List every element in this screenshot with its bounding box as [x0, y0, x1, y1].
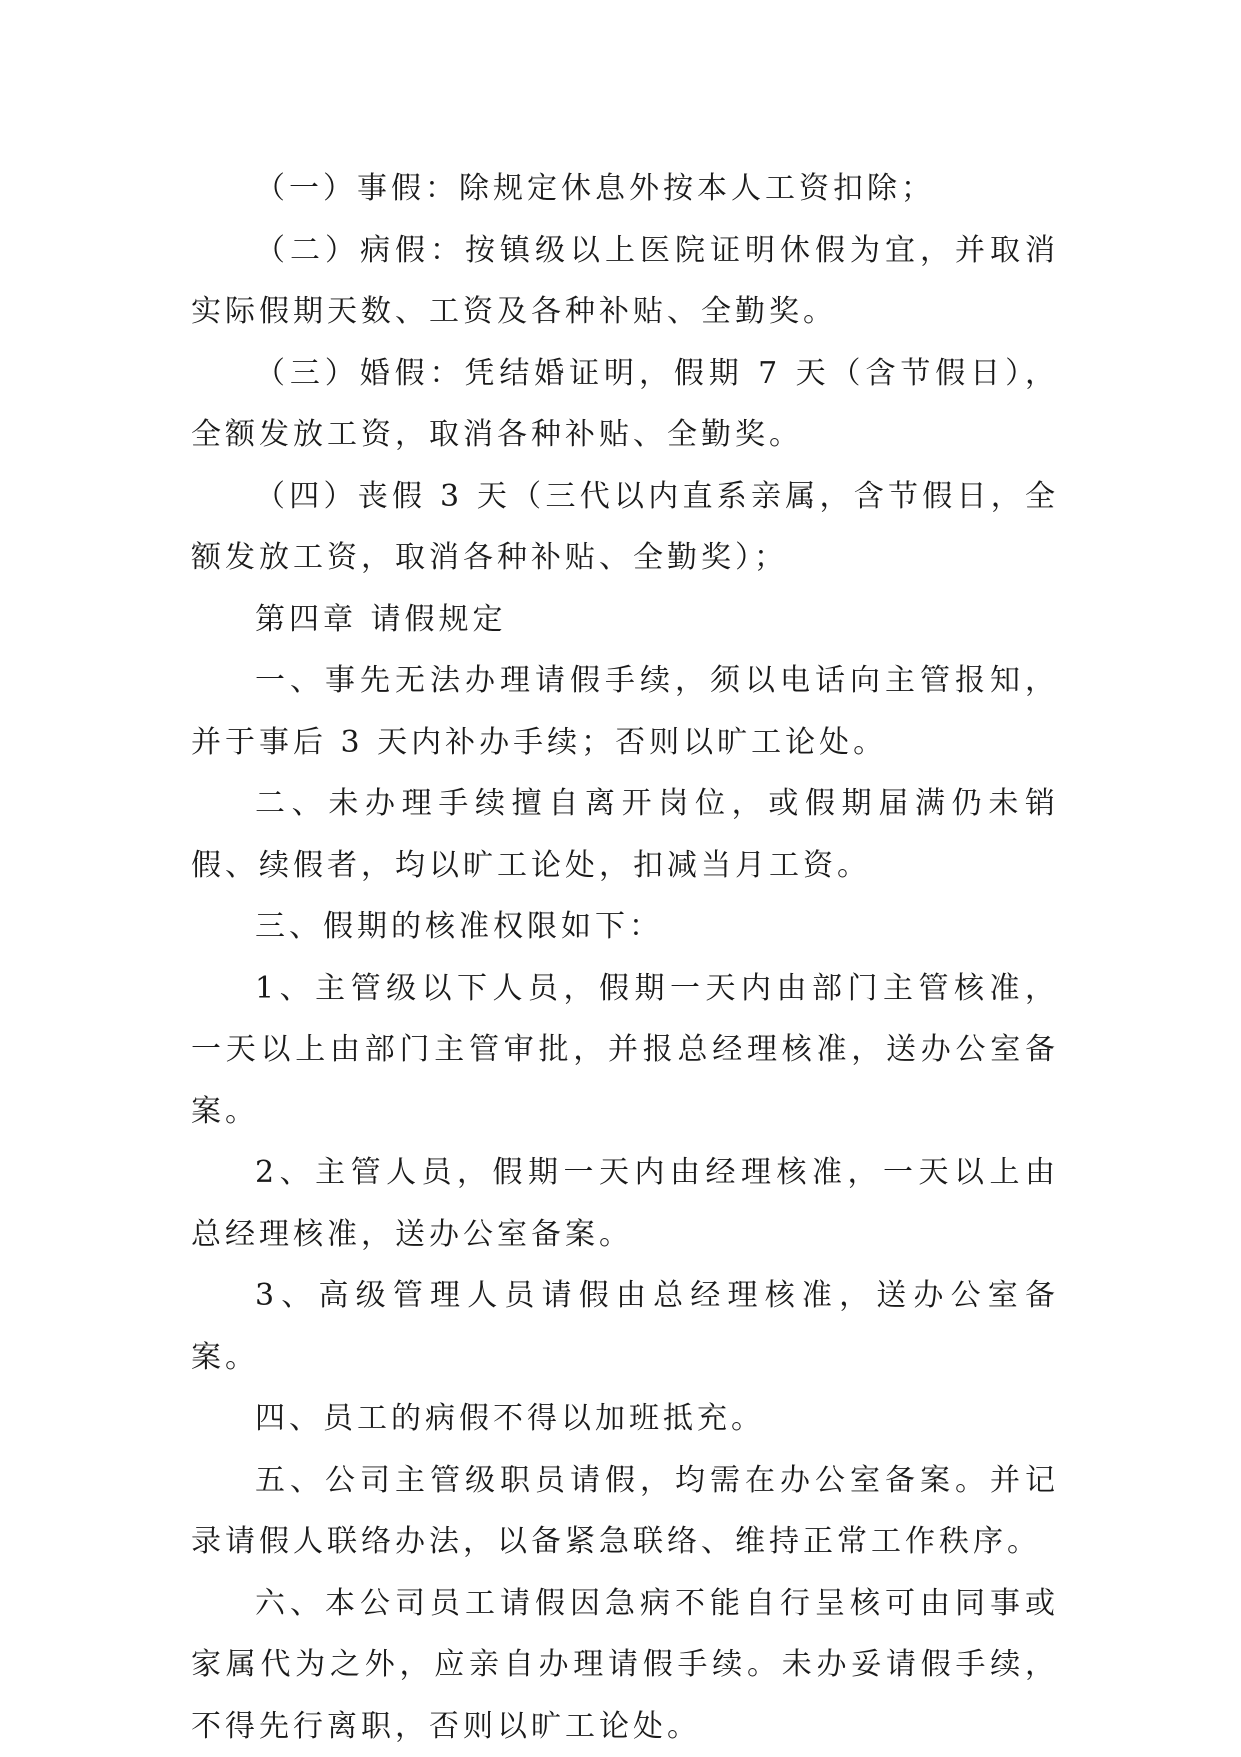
paragraph-bereavement-leave: （四）丧假 3 天（三代以内直系亲属，含节假日，全额发放工资，取消各种补贴、全勤奖）； [191, 466, 1059, 589]
paragraph-rule-2: 二、未办理手续擅自离开岗位，或假期届满仍未销假、续假者，均以旷工论处，扣减当月工资。 [191, 773, 1059, 896]
paragraph-approval-1: 1、主管级以下人员，假期一天内由部门主管核准，一天以上由部门主管审批，并报总经理核准，送办公室备案。 [191, 958, 1059, 1143]
paragraph-approval-2: 2、主管人员，假期一天内由经理核准，一天以上由总经理核准，送办公室备案。 [191, 1142, 1059, 1265]
document-body [191, 158, 1059, 1757]
paragraph-personal-leave: （一）事假：除规定休息外按本人工资扣除； [191, 158, 1059, 220]
paragraph-rule-5: 五、公司主管级职员请假，均需在办公室备案。并记录请假人联络办法，以备紧急联络、维持正常工作秩序。 [191, 1450, 1059, 1573]
paragraph-rule-1: 一、事先无法办理请假手续，须以电话向主管报知，并于事后 3 天内补办手续；否则以旷工论处。 [191, 650, 1059, 773]
paragraph-sick-leave: （二）病假：按镇级以上医院证明休假为宜，并取消实际假期天数、工资及各种补贴、全勤奖。 [191, 220, 1059, 343]
paragraph-approval-3: 3、高级管理人员请假由总经理核准，送办公室备案。 [191, 1265, 1059, 1388]
chapter-heading: 第四章 请假规定 [191, 589, 1059, 651]
paragraph-rule-4: 四、员工的病假不得以加班抵充。 [191, 1388, 1059, 1450]
paragraph-rule-3: 三、假期的核准权限如下： [191, 896, 1059, 958]
paragraph-rule-6: 六、本公司员工请假因急病不能自行呈核可由同事或家属代为之外，应亲自办理请假手续。未办妥请假手续，不得先行离职，否则以旷工论处。 [191, 1573, 1059, 1757]
paragraph-marriage-leave: （三）婚假：凭结婚证明，假期 7 天（含节假日），全额发放工资，取消各种补贴、全勤奖。 [191, 343, 1059, 466]
